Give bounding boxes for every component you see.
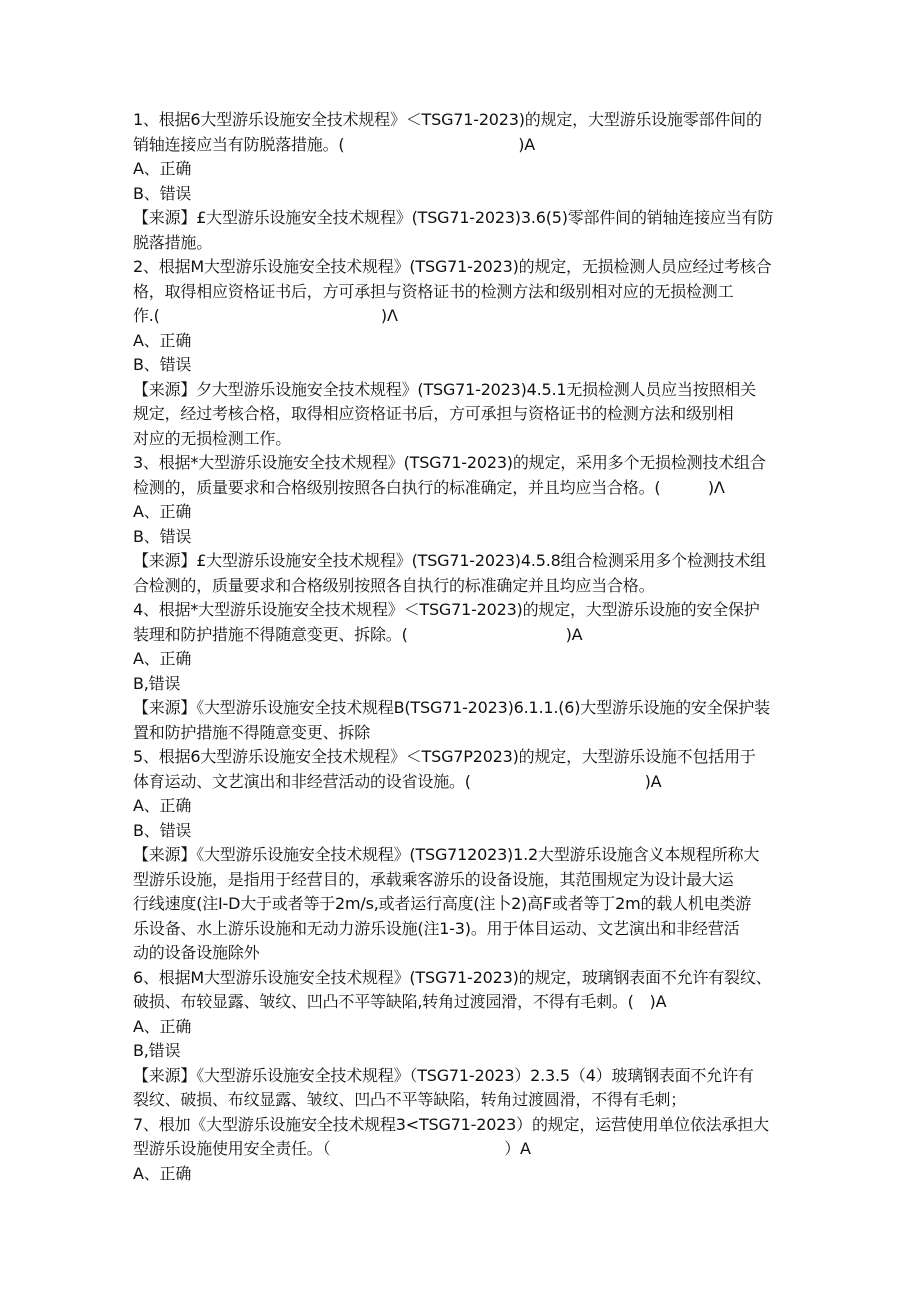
document-line: 4、根据*大型游乐设施安全技术规程》＜TSG71-2023)的规定，大型游乐设施的安全保护 [133, 600, 760, 619]
document-line: 规定，经过考核合格，取得相应资格证书后，方可承担与资格证书的检测方法和级别相 [133, 404, 734, 423]
document-line: 6、根据M大型游乐设施安全技术规程》(TSG71-2023)的规定，玻璃钢表面不允许有裂纹、 [133, 967, 772, 987]
document-line: 作.( )Λ [133, 306, 398, 325]
document-line: 置和防护措施不得随意变更、拆除 [133, 722, 371, 742]
document-line: B、错误 [133, 526, 192, 546]
document-line: 【来源】£大型游乐设施安全技术规程》(TSG71-2023)4.5.8组合检测采用多个检测技术组 [133, 551, 766, 570]
document-line: 乐设备、水上游乐设施和无动力游乐设施(注1-3)。用于体目运动、文艺演出和非经营活 [133, 918, 740, 938]
document-line: 型游乐设施使用安全责任。（ ）A [133, 1139, 531, 1158]
document-line: A、正确 [133, 502, 192, 521]
document-line: 对应的无损检测工作。 [133, 428, 292, 448]
document-line: 破损、布较显露、皱纹、凹凸不平等缺陷,转角过渡园滑，不得有毛刺。( )A [133, 992, 667, 1011]
document-line: 装理和防护措施不得随意变更、拆除。( )A [133, 624, 583, 644]
document-line: 【来源】《大型游乐设施安全技术规程》(TSG712023)1.2大型游乐设施含义本规程所称大 [133, 845, 760, 864]
document-line: A、正确 [133, 796, 192, 815]
document-line: 裂纹、破损、布纹显露、皱纹、凹凸不平等缺陷，转角过渡圆滑，不得有毛刺； [133, 1090, 687, 1109]
document-line: B,错误 [133, 1041, 181, 1060]
document-line: 1、根据6大型游乐设施安全技术规程》＜TSG71-2023)的规定，大型游乐设施零部件间的 [133, 110, 762, 129]
document-line: B、错误 [133, 820, 192, 840]
document-line: 【来源】《大型游乐设施安全技术规程》（TSG71-2023）2.3.5（4）玻璃钢表面不允许有 [133, 1065, 754, 1085]
document-line: B,错误 [133, 673, 181, 693]
document-line: 格，取得相应资格证书后，方可承担与资格证书的检测方法和级别相对应的无损检测工 [133, 281, 734, 301]
document-line: 7、根加《大型游乐设施安全技术规程3<TSG71-2023）的规定，运营使用单位依法承担大 [133, 1114, 769, 1134]
document-line: 销轴连接应当有防脱落措施。( )A [133, 134, 536, 154]
document-line: A、正确 [133, 649, 192, 668]
document-line: 动的设备设施除外 [133, 943, 260, 962]
document-line: 体育运动、文艺演出和非经营活动的设省设施。( )A [133, 771, 662, 791]
document-line: B、错误 [133, 355, 192, 374]
document-line: 行线速度(注I-D大于或者等于2m∕s,或者运行高度(注卜2)高F或者等丁2m的载人机电类游 [133, 894, 752, 913]
document-page [133, 108, 793, 1186]
document-line: A、正确 [133, 1016, 192, 1036]
document-line: 【来源】夕大型游乐设施安全技术规程》(TSG71-2023)4.5.1无损检测人员应当按照相关 [133, 379, 756, 399]
document-line: 合检测的，质量要求和合格级别按照各自执行的标准确定并且均应当合格。 [133, 575, 655, 595]
document-line: 【来源】《大型游乐设施安全技术规程B(TSG71-2023)6.1.1.(6)大型游乐设施的安全保护装 [133, 698, 770, 717]
document-line: 型游乐设施，是指用于经营目的，承载乘客游乐的设备设施，其范围规定为设计最大运 [133, 869, 734, 889]
document-line: B、错误 [133, 183, 192, 203]
document-line: 脱落措施。 [133, 232, 213, 252]
document-line: 【来源】£大型游乐设施安全技术规程》(TSG71-2023)3.6(5)零部件间的销轴连接应当有防 [133, 208, 774, 227]
document-line: A、正确 [133, 1163, 192, 1183]
document-line: 2、根据M大型游乐设施安全技术规程》(TSG71-2023)的规定，无损检测人员应经过考核合 [133, 257, 772, 276]
document-line: 3、根据*大型游乐设施安全技术规程》(TSG71-2023)的规定，采用多个无损检测技术组合 [133, 453, 766, 472]
document-line: 5、根据6大型游乐设施安全技术规程》＜TSG7P2023)的规定，大型游乐设施不包括用于 [133, 747, 756, 766]
document-line: A、正确 [133, 159, 192, 178]
document-line: 检测的，质量要求和合格级别按照各白执行的标准确定，并且均应当合格。( )Λ [133, 477, 725, 497]
document-line: A、正确 [133, 330, 192, 350]
